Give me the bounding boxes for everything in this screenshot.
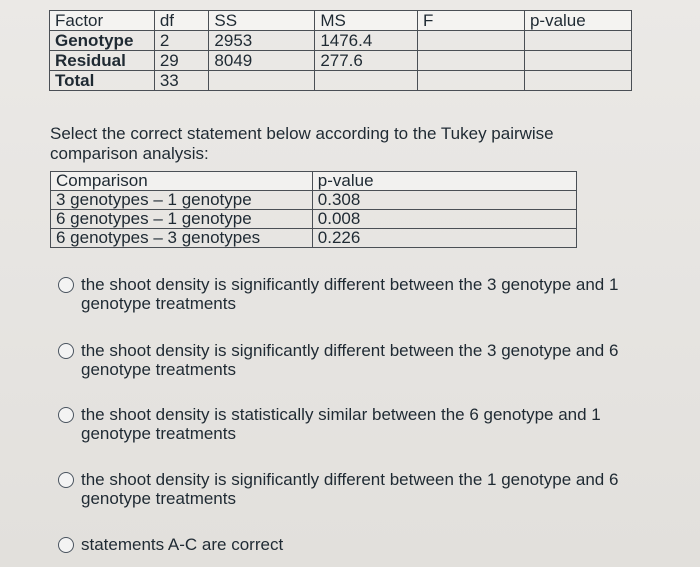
anova-row-genotype bbox=[50, 31, 632, 51]
anova-cell: 277.6 bbox=[315, 51, 418, 71]
answer-option-a[interactable] bbox=[58, 275, 638, 313]
anova-cell bbox=[417, 71, 524, 91]
answer-option-label: the shoot density is significantly different between the 3 genotype and 1 genotype treatments bbox=[81, 275, 619, 313]
tukey-cell-comparison: 6 genotypes – 3 genotypes bbox=[51, 229, 313, 248]
anova-cell: 8049 bbox=[209, 51, 315, 71]
anova-header-factor: Factor bbox=[50, 11, 155, 31]
tukey-header-comparison: Comparison bbox=[51, 172, 313, 191]
anova-header-ss: SS bbox=[209, 11, 315, 31]
anova-header-row bbox=[50, 11, 632, 31]
answer-option-d[interactable] bbox=[58, 470, 638, 508]
tukey-row bbox=[51, 210, 577, 229]
tukey-row bbox=[51, 229, 577, 248]
anova-header-df: df bbox=[154, 11, 209, 31]
answer-option-label: the shoot density is significantly different between the 3 genotype and 6 genotype treatments bbox=[81, 341, 619, 379]
anova-cell bbox=[315, 71, 418, 91]
anova-cell: Genotype bbox=[50, 31, 155, 51]
radio-button[interactable] bbox=[58, 472, 74, 488]
anova-cell-f-genotype bbox=[417, 31, 524, 51]
anova-cell bbox=[417, 51, 524, 71]
anova-cell: 1476.4 bbox=[315, 31, 418, 51]
tukey-cell-p-value: 0.308 bbox=[312, 191, 576, 210]
radio-button[interactable] bbox=[58, 277, 74, 293]
anova-cell bbox=[524, 51, 631, 71]
anova-cell: 29 bbox=[154, 51, 209, 71]
answer-option-b[interactable] bbox=[58, 341, 638, 379]
radio-button[interactable] bbox=[58, 537, 74, 553]
anova-row-residual bbox=[50, 51, 632, 71]
radio-button[interactable] bbox=[58, 343, 74, 359]
tukey-table bbox=[50, 171, 577, 248]
tukey-cell-comparison: 6 genotypes – 1 genotype bbox=[51, 210, 313, 229]
anova-cell: 2 bbox=[154, 31, 209, 51]
answer-option-e[interactable] bbox=[58, 535, 638, 554]
anova-cell bbox=[209, 71, 315, 91]
tukey-header-row bbox=[51, 172, 577, 191]
question-prompt: Select the correct statement below according to the Tukey pairwise comparison analysis: bbox=[50, 124, 554, 163]
tukey-cell-comparison: 3 genotypes – 1 genotype bbox=[51, 191, 313, 210]
anova-header-p-value: p-value bbox=[524, 11, 631, 31]
anova-header-f: F bbox=[417, 11, 524, 31]
answer-option-label: statements A-C are correct bbox=[81, 535, 284, 554]
anova-header-ms: MS bbox=[315, 11, 418, 31]
anova-cell: Total bbox=[50, 71, 155, 91]
tukey-cell-p-value: 0.226 bbox=[312, 229, 576, 248]
tukey-cell-p-value: 0.008 bbox=[312, 210, 576, 229]
anova-cell bbox=[524, 71, 631, 91]
answer-option-label: the shoot density is statistically similar between the 6 genotype and 1 genotype treatments bbox=[81, 405, 601, 443]
answer-option-label: the shoot density is significantly different between the 1 genotype and 6 genotype treatments bbox=[81, 470, 619, 508]
tukey-header-p-value: p-value bbox=[312, 172, 576, 191]
radio-button[interactable] bbox=[58, 407, 74, 423]
anova-cell: 2953 bbox=[209, 31, 315, 51]
anova-row-total bbox=[50, 71, 632, 91]
anova-cell-p-genotype bbox=[524, 31, 631, 51]
anova-table bbox=[49, 10, 632, 91]
answer-option-c[interactable] bbox=[58, 405, 638, 443]
tukey-row bbox=[51, 191, 577, 210]
anova-cell: 33 bbox=[154, 71, 209, 91]
anova-cell: Residual bbox=[50, 51, 155, 71]
